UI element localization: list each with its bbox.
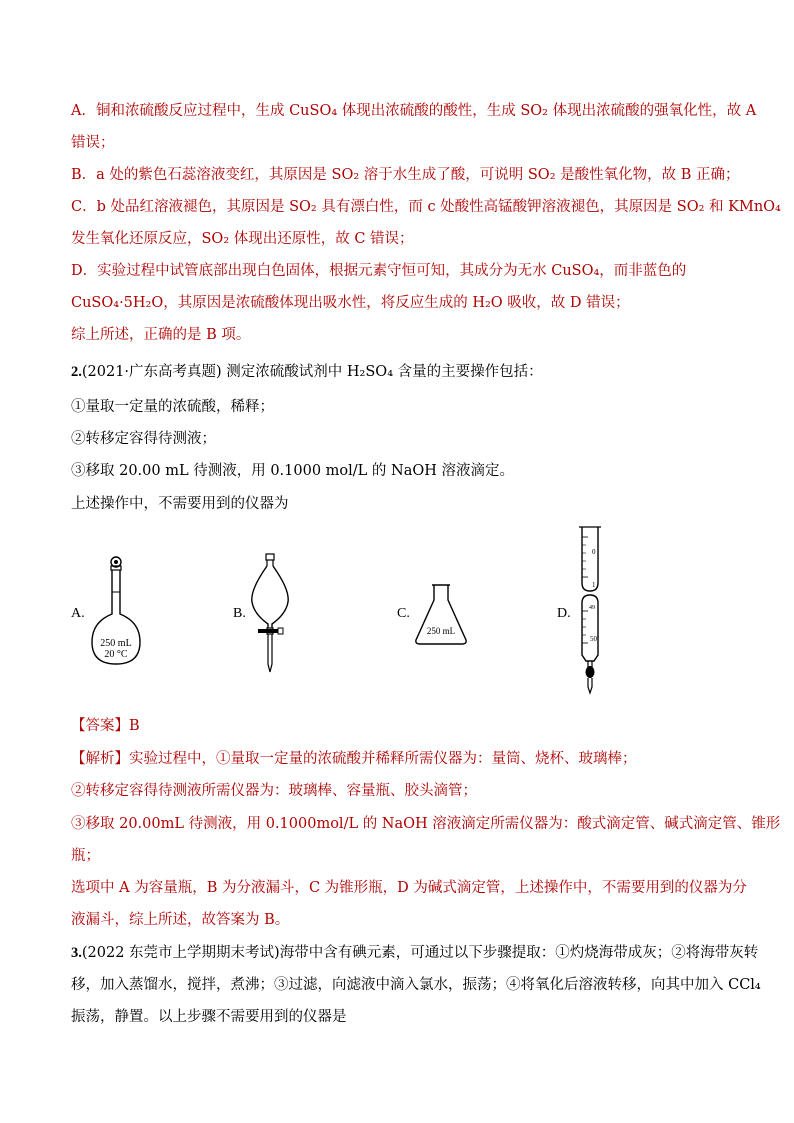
burette-mark-49: 49	[589, 605, 595, 611]
question-stem-text: (2021·广东高考真题) 测定浓硫酸试剂中 H₂SO₄ 含量的主要操作包括：	[81, 364, 543, 380]
separatory-funnel-icon	[248, 552, 292, 674]
answer-line: 【答案】B	[71, 718, 140, 734]
step-2: ②转移定容得待测液；	[71, 431, 216, 447]
analysis-line-a: A．铜和浓硫酸反应过程中，生成 CuSO₄ 体现出浓硫酸的酸性，生成 SO₂ 体现出浓硫酸的强氧化性，故 A	[71, 103, 757, 119]
burette-mark-1: 1	[592, 581, 596, 589]
q2-analysis-line-2: ②转移定容得待测液所需仪器为：玻璃棒、容量瓶、胶头滴管；	[71, 783, 477, 799]
flask-volume-text: 250 mL	[100, 638, 132, 649]
analysis-line-d: D．实验过程中试管底部出现白色固体，根据元素守恒可知，其成分为无水 CuSO₄，而非蓝色的	[71, 263, 687, 279]
question-3-line-2: 移，加入蒸馏水，搅拌，煮沸；③过滤，向滤液中滴入氯水，振荡；④将氧化后溶液转移，向其中加入 CCl₄	[71, 977, 761, 993]
option-c-label: C.	[397, 606, 410, 621]
question-3-line-1	[71, 943, 758, 963]
question-prompt: 上述操作中，不需要用到的仪器为	[71, 496, 289, 512]
question-3-line-3: 振荡，静置。以上步骤不需要用到的仪器是	[71, 1009, 347, 1025]
analysis-summary: 综上所述，正确的是 B 项。	[71, 327, 251, 343]
question-3-number: 3.	[71, 945, 82, 961]
q2-analysis-line-5: 选项中 A 为容量瓶，B 为分液漏斗，C 为锥形瓶，D 为碱式滴定管，上述操作中，不需要用到的仪器为分	[71, 880, 747, 896]
erlenmeyer-flask-icon	[413, 582, 469, 646]
q2-analysis-line-1: 【解析】实验过程中，①量取一定量的浓硫酸并稀释所需仪器为：量筒、烧杯、玻璃棒；	[71, 751, 637, 767]
analysis-line-a-cont: 错误；	[71, 135, 115, 151]
q2-analysis-line-4: 瓶；	[71, 848, 100, 864]
question-2-stem	[71, 362, 543, 382]
burette-mark-0: 0	[592, 548, 596, 556]
volumetric-flask-icon	[88, 556, 144, 668]
q2-analysis-line-3: ③移取 20.00mL 待测液，用 0.1000mol/L 的 NaOH 溶液滴定所需仪器为：酸式滴定管、碱式滴定管、锥形	[71, 816, 781, 832]
option-b-label: B.	[233, 606, 246, 621]
analysis-line-d-cont: CuSO₄·5H₂O，其原因是浓硫酸体现出吸水性，将反应生成的 H₂O 吸收，故 D 错误；	[71, 295, 630, 311]
question-3-text-1: (2022 东莞市上学期期末考试)海带中含有碘元素，可通过以下步骤提取：①灼烧海带成灰；②将海带灰转	[81, 945, 759, 961]
step-3: ③移取 20.00 mL 待测液，用 0.1000 mol/L 的 NaOH 溶液滴定。	[71, 463, 514, 479]
question-number: 2.	[71, 364, 82, 380]
analysis-line-b: B．a 处的紫色石蕊溶液变红，其原因是 SO₂ 溶于水生成了酸，可说明 SO₂ 是酸性氧化物，故 B 正确；	[71, 167, 740, 183]
q2-analysis-line-6: 液漏斗，综上所述，故答案为 B。	[71, 912, 290, 928]
step-1: ①量取一定量的浓硫酸，稀释；	[71, 399, 274, 415]
option-a-label: A.	[71, 606, 85, 621]
erlenmeyer-volume-text: 250 mL	[426, 626, 456, 636]
analysis-line-c-cont: 发生氧化还原反应，SO₂ 体现出还原性，故 C 错误；	[71, 231, 414, 247]
option-d-label: D.	[557, 606, 571, 621]
burette-mark-50: 50	[590, 635, 597, 643]
analysis-line-c: C．b 处品红溶液褪色，其原因是 SO₂ 具有漂白性，而 c 处酸性高锰酸钾溶液褪色，其原因是 SO₂ 和 KMnO₄	[71, 199, 781, 215]
base-burette-icon	[570, 525, 614, 697]
flask-temp-text: 20 °C	[104, 649, 128, 660]
